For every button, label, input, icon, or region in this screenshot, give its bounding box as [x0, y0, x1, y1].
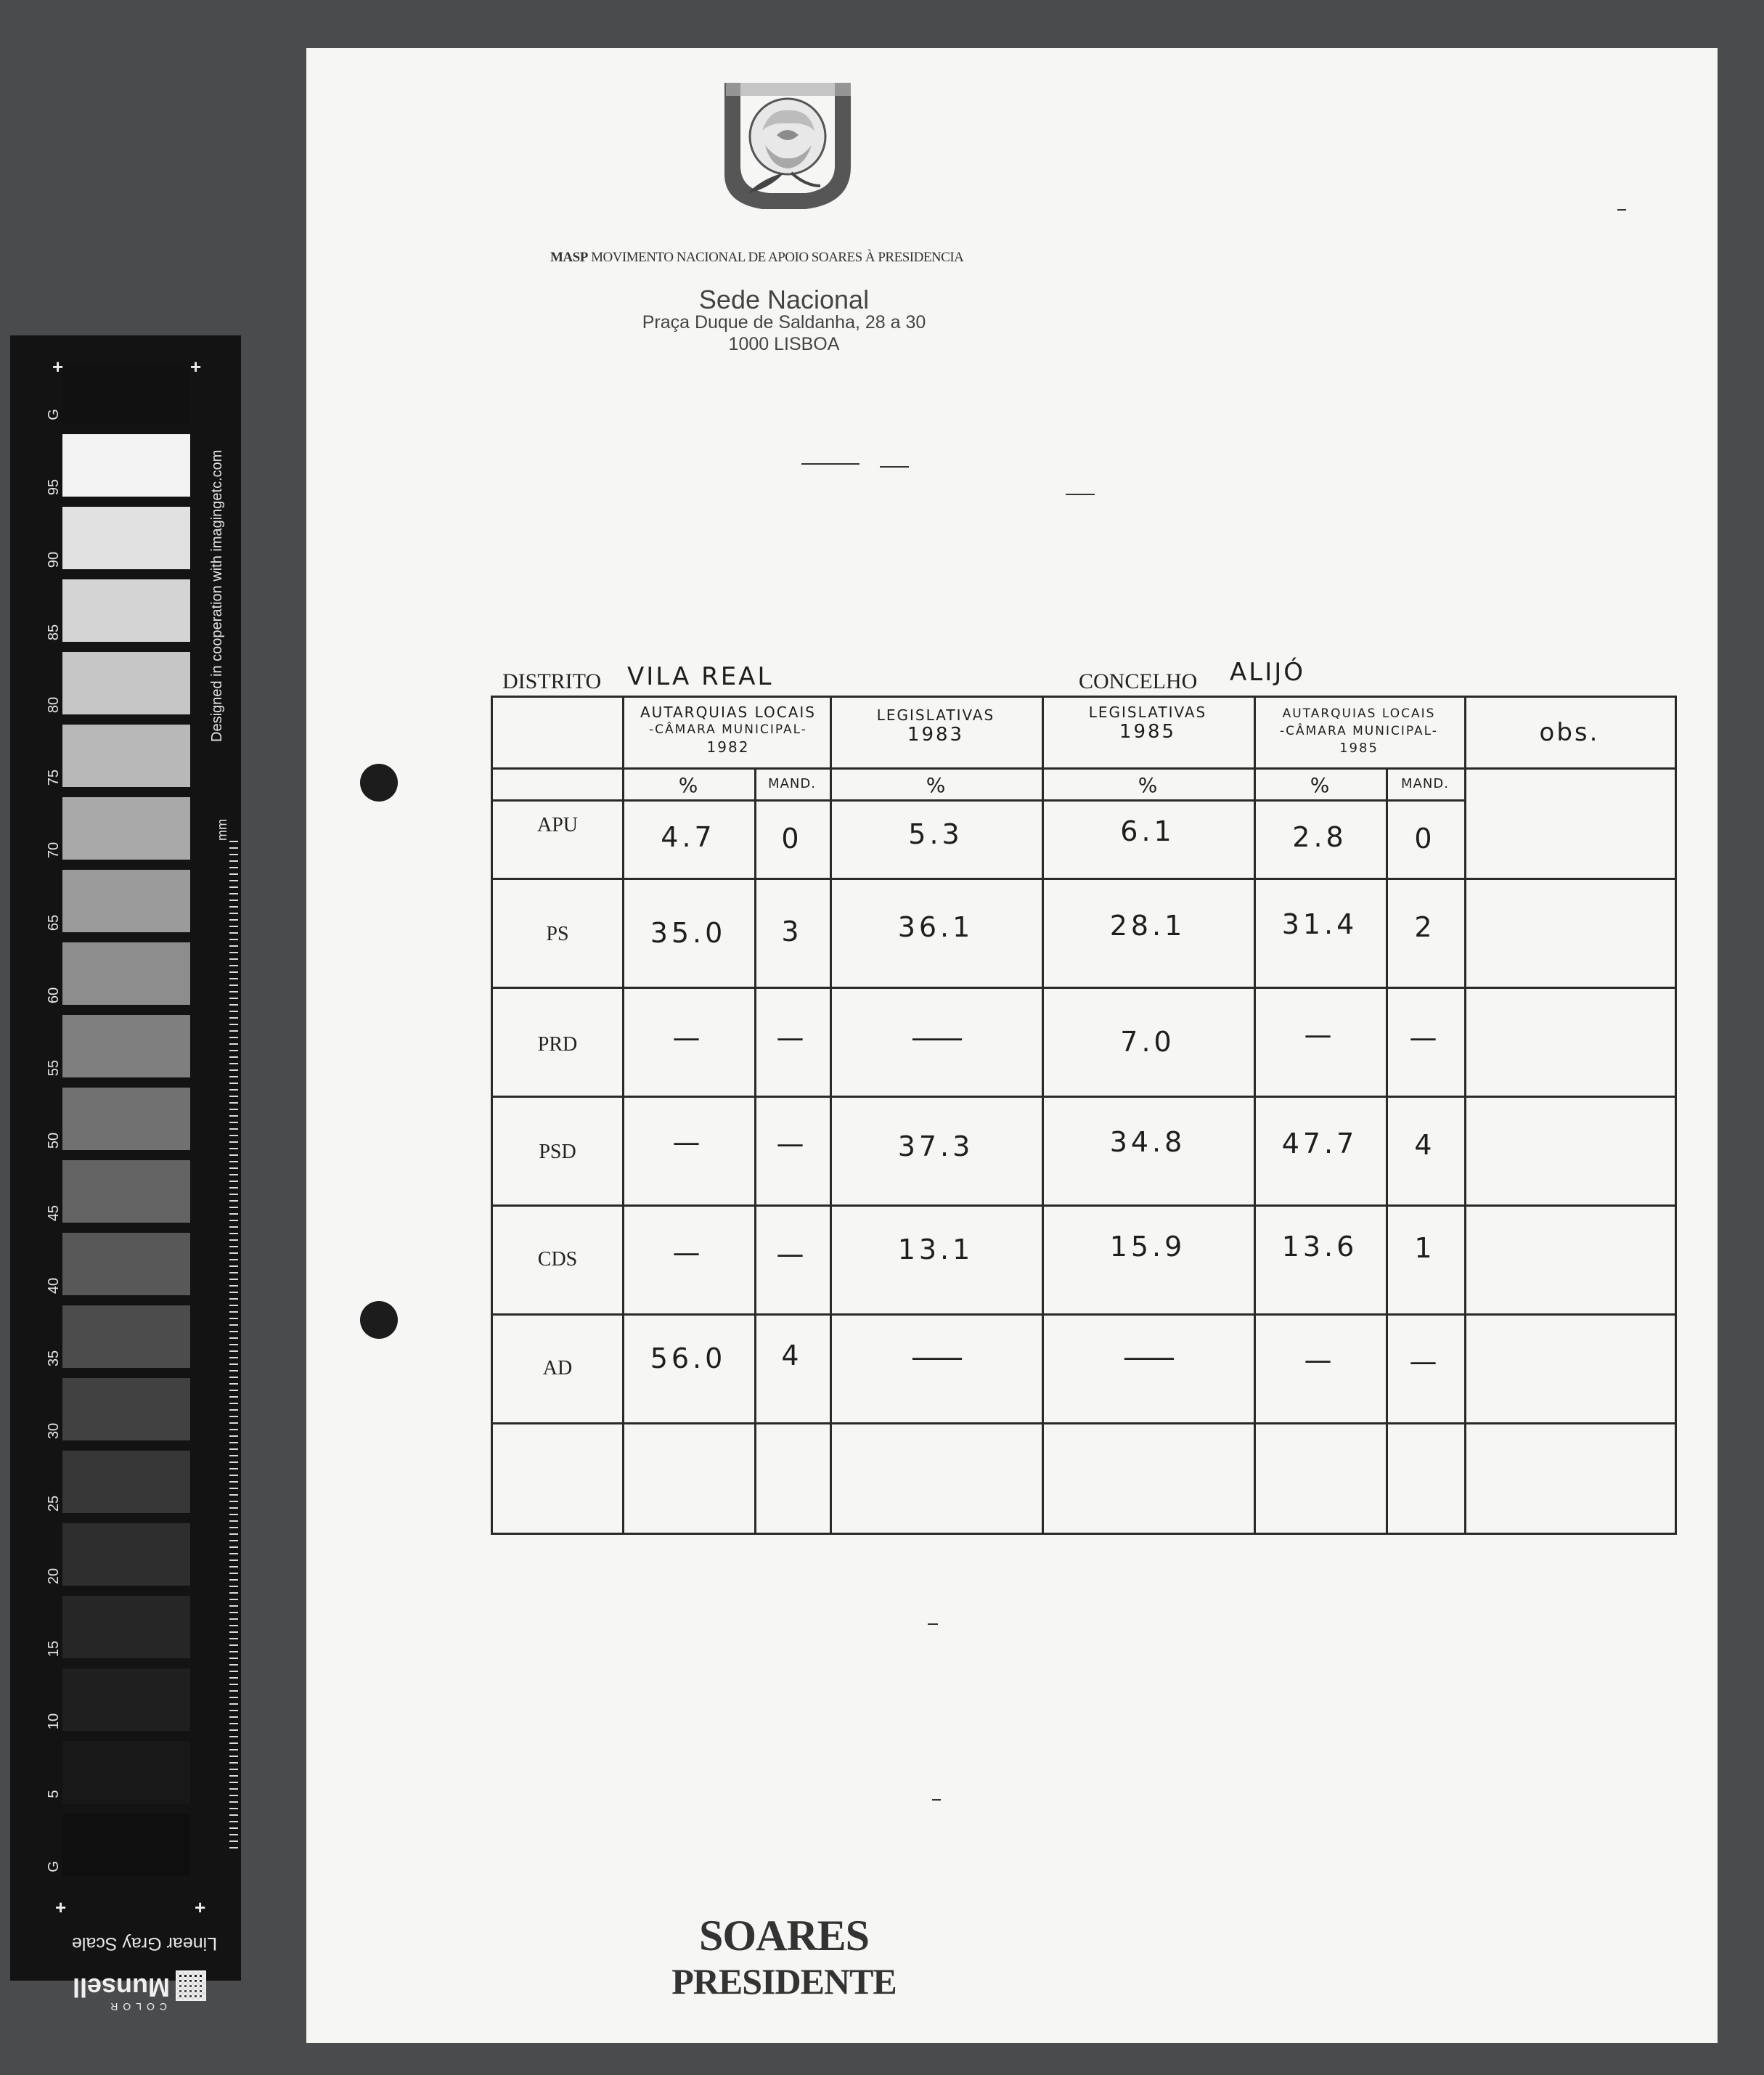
table-cell: — — [672, 1022, 704, 1053]
munsell-grid-icon — [176, 1970, 206, 2001]
header-aut85 — [1254, 705, 1464, 757]
scale-mark: G — [46, 409, 62, 420]
scale-mark: 80 — [46, 696, 62, 714]
table-rule — [493, 878, 1675, 880]
concelho-label: CONCELHO — [1079, 669, 1198, 693]
table-rule — [493, 987, 1675, 989]
gray-swatch — [62, 1814, 190, 1876]
scale-mark: 45 — [46, 1204, 62, 1222]
table-cell: 5.3 — [908, 818, 963, 850]
scale-mark: 40 — [46, 1277, 62, 1295]
gray-swatch — [62, 1160, 190, 1223]
scale-mark: 60 — [46, 987, 62, 1004]
table-cell: 2.8 — [1292, 821, 1347, 853]
gray-swatch — [62, 1523, 190, 1586]
table-cell: 34.8 — [1109, 1126, 1186, 1158]
table-rule — [493, 1204, 1675, 1207]
gray-swatch — [62, 1233, 190, 1295]
table-cell: 4 — [1414, 1129, 1436, 1161]
header-aut82 — [622, 704, 834, 756]
table-rule — [493, 799, 1464, 802]
table-cell: —— — [911, 1341, 960, 1373]
table-cell: 37.3 — [897, 1130, 974, 1162]
table-cell: 15.9 — [1109, 1231, 1186, 1263]
scale-mark: 95 — [46, 478, 62, 496]
table-cell: —— — [911, 1022, 960, 1053]
row-label: PS — [546, 923, 569, 945]
table-rule — [493, 1422, 1675, 1424]
registration-mark: + — [52, 356, 64, 378]
speck — [801, 463, 859, 465]
gray-swatch — [62, 1451, 190, 1513]
gray-swatch — [62, 362, 190, 424]
munsell-sub: COLOR — [105, 2001, 167, 2013]
scale-mark: 15 — [46, 1640, 62, 1658]
speck — [928, 1623, 938, 1625]
gray-swatch — [62, 1741, 190, 1803]
table-cell: 13.1 — [897, 1234, 974, 1265]
gray-swatch — [62, 1015, 190, 1077]
munsell-word: Munsell — [72, 1973, 170, 2002]
subheader-pct: % — [1310, 773, 1330, 797]
registration-mark: + — [190, 356, 202, 378]
gray-swatch — [62, 1305, 190, 1368]
header-obs: obs. — [1539, 718, 1600, 747]
row-label: AD — [542, 1357, 573, 1379]
rose-emblem-icon — [719, 80, 857, 218]
table-cell: — — [1409, 1345, 1441, 1377]
header-line: AUTARQUIAS LOCAIS — [640, 704, 816, 721]
distrito-label: DISTRITO — [502, 669, 602, 693]
table-cell: — — [1304, 1019, 1336, 1051]
row-label: PSD — [539, 1141, 576, 1163]
table-cell: — — [1409, 1022, 1441, 1053]
gray-swatch — [62, 579, 190, 642]
speck — [1066, 494, 1095, 495]
header-year: 1985 — [1339, 741, 1379, 756]
table-cell: 0 — [1414, 823, 1436, 855]
scale-mark: 65 — [46, 914, 62, 931]
scale-mark: 20 — [46, 1568, 62, 1585]
scale-mark: 75 — [46, 769, 62, 786]
table-cell: 4 — [781, 1340, 803, 1371]
address-line1: Praça Duque de Saldanha, 28 a 30 — [642, 312, 926, 333]
table-cell: 6.1 — [1120, 815, 1175, 847]
header-year: 1983 — [907, 724, 965, 746]
table-rule — [1464, 698, 1466, 1533]
table-cell: 4.7 — [661, 821, 716, 853]
gray-swatch — [62, 797, 190, 860]
distrito-value: VILA REAL — [627, 662, 774, 691]
gray-swatch — [62, 1378, 190, 1440]
org-line — [550, 250, 1022, 266]
gray-swatch — [62, 652, 190, 714]
table-cell: 7.0 — [1120, 1026, 1175, 1058]
header-line: -CÂMARA MUNICIPAL- — [649, 722, 807, 737]
scale-mark: 5 — [46, 1790, 62, 1798]
org-name: MOVIMENTO NACIONAL DE APOIO SOARES À PRESIDENCIA — [591, 250, 964, 265]
subheader-pct: % — [926, 773, 946, 797]
speck — [932, 1799, 941, 1801]
gray-swatch — [62, 1668, 190, 1731]
concelho-value: ALIJÓ — [1230, 658, 1306, 687]
table-cell: — — [672, 1126, 704, 1158]
header-year: 1982 — [706, 738, 750, 756]
header-line: AUTARQUIAS LOCAIS — [1282, 706, 1436, 721]
scale-mark: 70 — [46, 841, 62, 859]
table-cell: 31.4 — [1281, 908, 1358, 940]
punch-hole — [360, 1301, 398, 1339]
gray-swatch — [62, 870, 190, 932]
table-cell: 35.0 — [650, 917, 727, 949]
org-abbrev: MASP — [550, 250, 588, 265]
scale-mark: 25 — [46, 1495, 62, 1512]
table-cell: 13.6 — [1281, 1231, 1358, 1263]
table-cell: — — [1304, 1344, 1336, 1376]
gray-swatch — [62, 434, 190, 497]
header-line: LEGISLATIVAS — [876, 706, 995, 724]
gray-swatch — [62, 725, 190, 787]
subheader-mand: MAND. — [768, 776, 816, 791]
gray-swatch — [62, 1596, 190, 1658]
footer-soares: SOARES — [698, 1912, 870, 1960]
gray-swatch — [62, 1088, 190, 1150]
scale-mark: 10 — [46, 1713, 62, 1730]
scale-unit: mm — [215, 819, 229, 841]
scale-mark: 50 — [46, 1132, 62, 1149]
munsell-logo — [73, 1969, 211, 2013]
table-cell: 3 — [781, 916, 803, 947]
office-name: Sede Nacional — [698, 285, 870, 314]
table-cell: 28.1 — [1109, 910, 1186, 942]
subheader-mand: MAND. — [1401, 776, 1449, 791]
row-label: CDS — [537, 1248, 578, 1271]
punch-hole — [360, 764, 398, 802]
table-cell: 0 — [781, 823, 803, 855]
table-cell: — — [776, 1022, 808, 1053]
results-table — [491, 696, 1677, 1535]
scale-credit: Designed in cooperation with imagingetc.com — [209, 449, 225, 742]
table-cell: —— — [1123, 1341, 1172, 1373]
subheader-pct: % — [1138, 773, 1158, 797]
address-line2: 1000 LISBOA — [728, 334, 840, 354]
registration-mark: + — [55, 1896, 67, 1918]
registration-mark: + — [195, 1896, 206, 1918]
table-rule — [493, 767, 1675, 770]
table-cell: 1 — [1414, 1232, 1436, 1264]
table-cell: 36.1 — [897, 911, 974, 943]
scale-mark: 30 — [46, 1422, 62, 1440]
scale-title: Linear Gray Scale — [71, 1933, 218, 1954]
gray-swatch — [62, 507, 190, 569]
speck — [1617, 209, 1626, 211]
table-rule — [493, 1313, 1675, 1316]
header-line: -CÂMARA MUNICIPAL- — [1280, 724, 1438, 738]
speck — [880, 466, 909, 468]
scale-mark: G — [46, 1861, 62, 1872]
scale-mark: 90 — [46, 551, 62, 568]
table-cell: — — [776, 1238, 808, 1270]
subheader-pct: % — [678, 773, 698, 797]
scale-mark: 55 — [46, 1059, 62, 1077]
gray-scale-card — [10, 335, 241, 2013]
table-cell: 47.7 — [1281, 1128, 1358, 1159]
table-cell: 2 — [1414, 911, 1436, 943]
header-leg85 — [1042, 704, 1254, 743]
header-line: LEGISLATIVAS — [1088, 704, 1207, 721]
table-cell: — — [776, 1128, 808, 1159]
row-label: PRD — [537, 1033, 578, 1056]
table-cell: — — [672, 1236, 704, 1268]
scale-mark: 85 — [46, 624, 62, 641]
header-year: 1985 — [1119, 721, 1177, 743]
scale-mark: 35 — [46, 1350, 62, 1367]
table-cell: 56.0 — [650, 1342, 727, 1374]
mm-ruler — [224, 841, 238, 1850]
header-leg83 — [830, 706, 1042, 746]
footer-presidente: PRESIDENTE — [671, 1961, 897, 2002]
gray-swatch — [62, 942, 190, 1005]
row-label: APU — [536, 814, 578, 836]
table-rule — [493, 1096, 1675, 1098]
